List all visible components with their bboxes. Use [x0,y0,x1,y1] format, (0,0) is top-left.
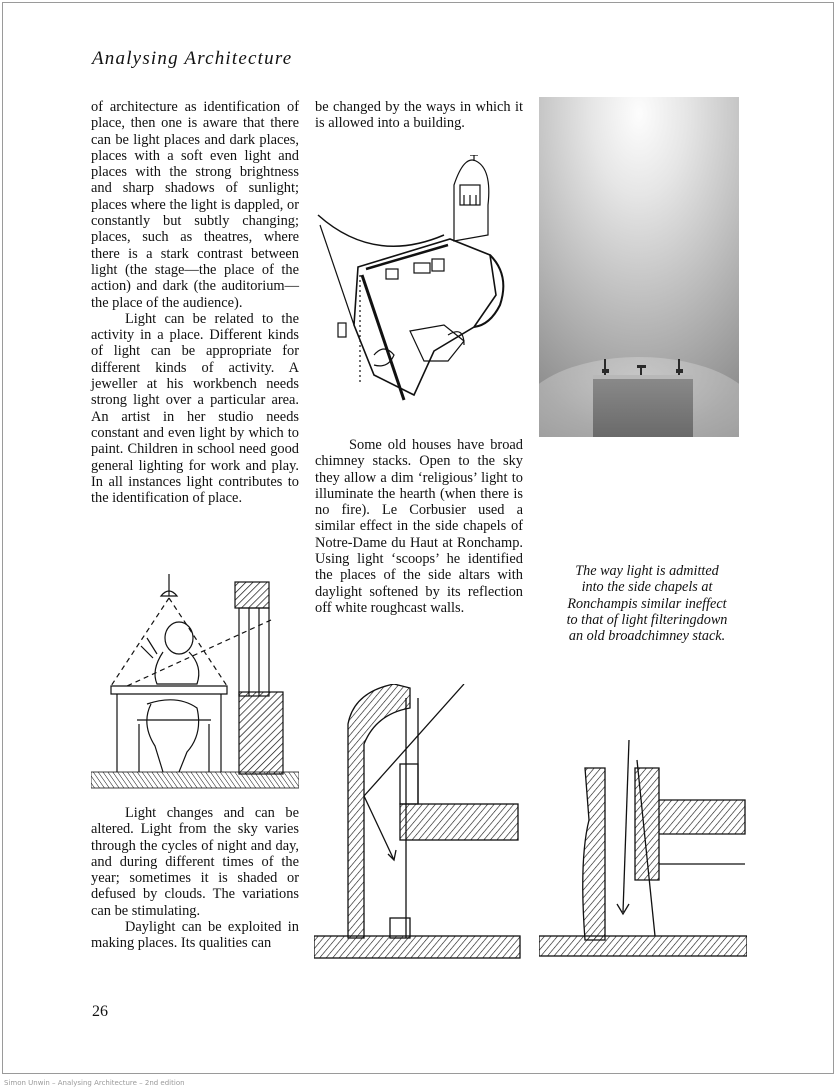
paragraph-light-activity: Light can be related to the activity in a place. Different kinds of light can be appropriate for different kinds of activity. A jeweller at his workbench needs strong light over a particular area. An artist in her studio needs constant and even light by which to paint. Children in school need good general lighting for work and play. In all instances light contributes to the identification of place. [91,310,299,507]
chimney-stack-section-drawing [539,740,747,962]
caption-line-1: The way light is admitted [575,563,719,579]
chapel-section-drawing [314,684,524,960]
chapel-section-svg [314,684,524,960]
column-2-text-upper [315,99,523,132]
figure-caption [540,563,754,644]
caption-line-4: to that of light filteringdown [566,611,728,628]
jeweller-workbench-svg [91,574,299,792]
paragraph-light-places: of architecture as identification of place, then one is aware that there can be light places and dark places, places with a soft even light and places with the strong brightness and sharp shadows of sunlight; places where the light is dappled, or constantly but subtly changing; places, such as theatres, where there is a stark contrast between light (the stage—the place of the action) and dark (the auditorium—the place of the audience). [91,99,299,311]
side-chapel-altar-photo [539,97,739,437]
chimney-section-svg [539,740,747,962]
paragraph-daylight-exploited: Daylight can be exploited in making places. Its qualities can [91,919,299,952]
caption-line-5: an old broadchimney stack. [568,628,726,645]
paragraph-light-changed: be changed by the ways in which it is allowed into a building. [315,99,523,132]
jeweller-workbench-drawing [91,574,299,792]
running-title: Analysing Architecture [92,48,293,69]
side-chapel-photo-svg [539,97,739,437]
caption-line-2: into the side chapels at [581,579,713,596]
ronchamp-axonometric-svg [314,155,524,420]
column-2-text-lower [315,437,523,616]
paragraph-chimney-ronchamp: Some old houses have broad chimney stacks. Open to the sky they allow a dim ‘religious’ light to illuminate the hearth (when there is no fire). Le Corbusier used a similar effect in the side chapels of Notre-Dame du Haut at Ronchamp. Using light ‘scoops’ he identified the places of the side altars with daylight softened by its reflection off white roughcast walls. [315,437,523,616]
caption-line-3: Ronchampis similar ineffect [567,595,727,612]
ronchamp-axonometric-drawing [314,155,524,420]
column-1-text-upper [91,99,299,506]
column-1-text-lower [91,805,299,952]
page-number: 26 [92,1003,108,1020]
paragraph-light-varies: Light changes and can be altered. Light from the sky varies through the cycles of night and day, and during different times of the year; sometimes it is shaded or defused by clouds. The variations can be stimulating. [91,805,299,919]
footer-strip: Simon Unwin – Analysing Architecture – 2nd edition [4,1079,185,1087]
